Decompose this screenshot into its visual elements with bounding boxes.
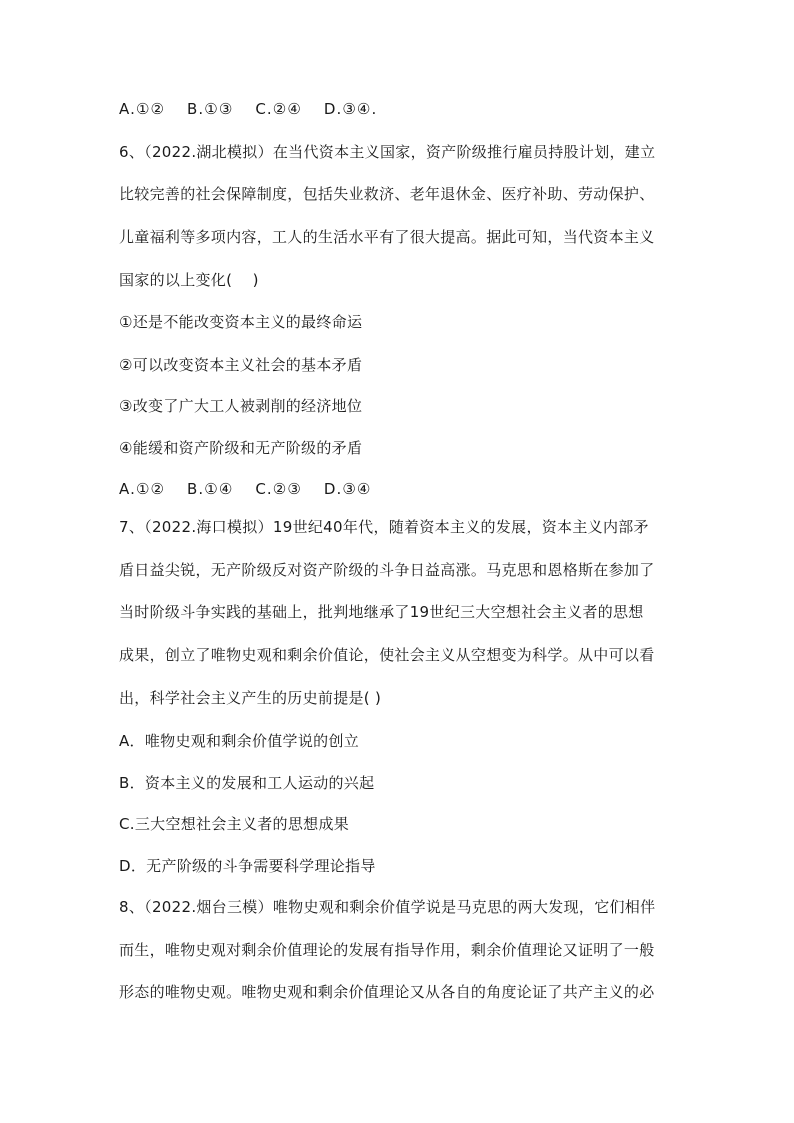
- q5-options: A.①② B.①③ C.②④ D.③④.: [119, 100, 378, 118]
- q7-option-b: B．资本主义的发展和工人运动的兴起: [119, 774, 375, 792]
- q6-stem-line-2: 比较完善的社会保障制度，包括失业救济、老年退休金、医疗补助、劳动保护、: [119, 185, 655, 203]
- q8-stem-line-1: 8、（2022.烟台三模）唯物史观和剩余价值学说是马克思的两大发现，它们相伴: [119, 898, 656, 916]
- q6-stem-line-3: 儿童福利等多项内容，工人的生活水平有了很大提高。据此可知，当代资本主义: [119, 228, 655, 246]
- q7-stem-line-1: 7、（2022.海口模拟）19世纪40年代，随着资本主义的发展，资本主义内部矛: [119, 518, 649, 536]
- q7-option-c: C.三大空想社会主义者的思想成果: [119, 815, 350, 833]
- q6-statement-1: ①还是不能改变资本主义的最终命运: [119, 313, 363, 331]
- q6-stem-line-1: 6、（2022.湖北模拟）在当代资本主义国家，资产阶级推行雇员持股计划，建立: [119, 143, 656, 161]
- q7-stem-line-3: 当时阶级斗争实践的基础上，批判地继承了19世纪三大空想社会主义者的思想: [119, 603, 644, 621]
- q6-statement-4: ④能缓和资产阶级和无产阶级的矛盾: [119, 439, 363, 457]
- q6-statement-3: ③改变了广大工人被剥削的经济地位: [119, 397, 363, 415]
- q6-stem-line-4: 国家的以上变化( ): [119, 271, 259, 289]
- q7-option-d: D．无产阶级的斗争需要科学理论指导: [119, 857, 376, 875]
- q8-stem-line-2: 而生，唯物史观对剩余价值理论的发展有指导作用，剩余价值理论又证明了一般: [119, 941, 655, 959]
- q8-stem-line-3: 形态的唯物史观。唯物史观和剩余价值理论又从各自的角度论证了共产主义的必: [119, 983, 655, 1001]
- q6-options: A.①② B.①④ C.②③ D.③④: [119, 480, 372, 498]
- q7-stem-line-4: 成果，创立了唯物史观和剩余价值论，使社会主义从空想变为科学。从中可以看: [119, 646, 655, 664]
- q7-stem-line-2: 盾日益尖锐，无产阶级反对资产阶级的斗争日益高涨。马克思和恩格斯在参加了: [119, 561, 655, 579]
- q7-option-a: A．唯物史观和剩余价值学说的创立: [119, 732, 360, 750]
- q6-statement-2: ②可以改变资本主义社会的基本矛盾: [119, 356, 363, 374]
- q7-stem-line-5: 出，科学社会主义产生的历史前提是( ): [119, 689, 382, 707]
